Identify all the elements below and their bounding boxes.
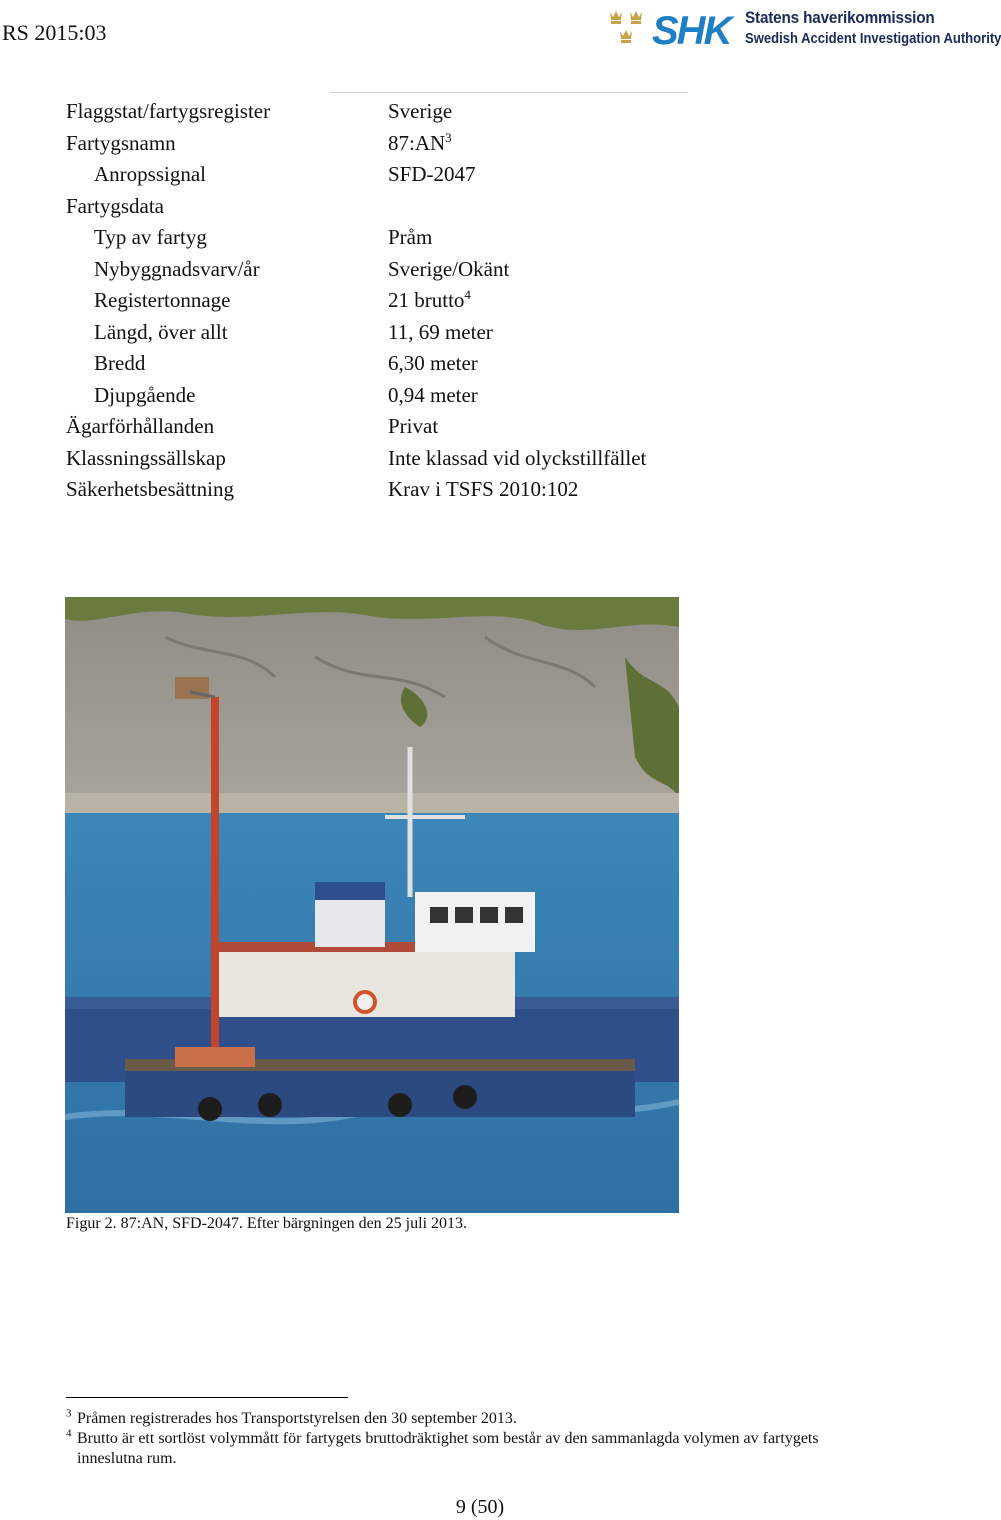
logo-line-1: Statens haverikommission: [745, 8, 935, 27]
tire-fender: [258, 1093, 282, 1117]
spec-row-draught: [66, 380, 706, 412]
report-id: RS 2015:03: [2, 20, 107, 45]
figure-caption: Figur 2. 87:AN, SFD-2047. Efter bärgningen den 25 juli 2013.: [66, 1215, 468, 1232]
spec-value: 0,94 meter: [388, 382, 478, 407]
spec-row-shipyard: [66, 254, 706, 286]
spec-value: Pråm: [388, 225, 433, 250]
spec-section-heading: Fartygsdata: [66, 193, 164, 218]
spec-value-with-footnote: [388, 131, 452, 156]
spec-label: Längd, över allt: [94, 319, 228, 344]
shk-wordmark: SHK: [652, 9, 731, 53]
spec-label: Ägarförhållanden: [66, 414, 215, 439]
lifebuoy: [355, 992, 375, 1012]
spec-row-type: [66, 222, 706, 254]
spec-value: Sverige/Okänt: [388, 256, 510, 281]
spec-value-with-footnote: [388, 288, 471, 313]
spec-label: Fartygsnamn: [66, 130, 176, 155]
spec-row-flag: [66, 96, 706, 128]
footnote-text: Brutto är ett sortlöst volymmått för fartygets bruttodräktighet som består av den sammanlagda volymen av fartygets inneslutna rum.: [77, 1430, 819, 1467]
spec-label: Flaggstat/fartygsregister: [66, 99, 271, 124]
spec-value: 21 brutto: [388, 288, 465, 313]
footnote-number-text: 4: [66, 1427, 72, 1440]
spec-label: Klassningssällskap: [66, 445, 226, 470]
vessel-spec-table: [66, 96, 706, 506]
window: [430, 907, 448, 923]
spec-value: 87:AN: [388, 130, 446, 155]
spec-value: 6,30 meter: [388, 351, 478, 376]
spec-row-classification: [66, 443, 706, 475]
footnote-number-text: 3: [66, 1407, 72, 1420]
footnote-ref: 4: [464, 287, 471, 303]
footnotes: [66, 1409, 866, 1469]
window: [480, 907, 498, 923]
vessel-photo: [65, 597, 679, 1213]
spec-label: Nybyggnadsvarv/år: [94, 256, 260, 281]
spec-value: Inte klassad vid olyckstillfället: [388, 445, 647, 470]
spec-row-safety-manning: [66, 474, 706, 506]
spec-row-length: [66, 317, 706, 349]
shk-logo: [606, 4, 1001, 53]
tire-fender: [453, 1085, 477, 1109]
spec-value: Sverige: [388, 99, 453, 124]
footnote-text: Pråmen registrerades hos Transportstyrelsen den 30 september 2013.: [77, 1410, 517, 1427]
spec-row-ownership: [66, 411, 706, 443]
spec-label: Bredd: [94, 351, 146, 376]
footnote: [66, 1429, 866, 1469]
footnote-ref: 3: [445, 129, 452, 145]
shoreline: [65, 793, 679, 813]
spec-row-section-heading: [66, 191, 706, 223]
spec-value: 11, 69 meter: [388, 319, 493, 344]
tire-fender: [388, 1093, 412, 1117]
spec-row-name: [66, 128, 706, 160]
window: [505, 907, 523, 923]
funnel-band: [315, 882, 385, 900]
spec-label: Säkerhetsbesättning: [66, 477, 234, 502]
spec-label: Anropssignal: [94, 162, 206, 187]
spec-value: SFD-2047: [388, 162, 476, 187]
spec-row-beam: [66, 348, 706, 380]
spec-label: Registertonnage: [94, 288, 231, 313]
spec-value: Privat: [388, 414, 439, 439]
tire-fender: [198, 1097, 222, 1121]
page-number: 9 (50): [455, 1496, 505, 1518]
footnote-number: [66, 1409, 77, 1429]
footnote: [66, 1409, 866, 1429]
spec-label: Typ av fartyg: [94, 225, 207, 250]
logo-line-2: Swedish Accident Investigation Authority: [745, 31, 1001, 47]
window: [455, 907, 473, 923]
spec-row-callsign: [66, 159, 706, 191]
footnote-rule: [66, 1397, 348, 1398]
footnote-number: [66, 1429, 77, 1469]
spec-value: Krav i TSFS 2010:102: [388, 477, 579, 502]
top-rule: [330, 92, 688, 93]
crowns-icon: [606, 4, 746, 53]
spec-row-tonnage: [66, 285, 706, 317]
crane-base: [175, 1047, 255, 1067]
spec-label: Djupgående: [94, 382, 196, 407]
